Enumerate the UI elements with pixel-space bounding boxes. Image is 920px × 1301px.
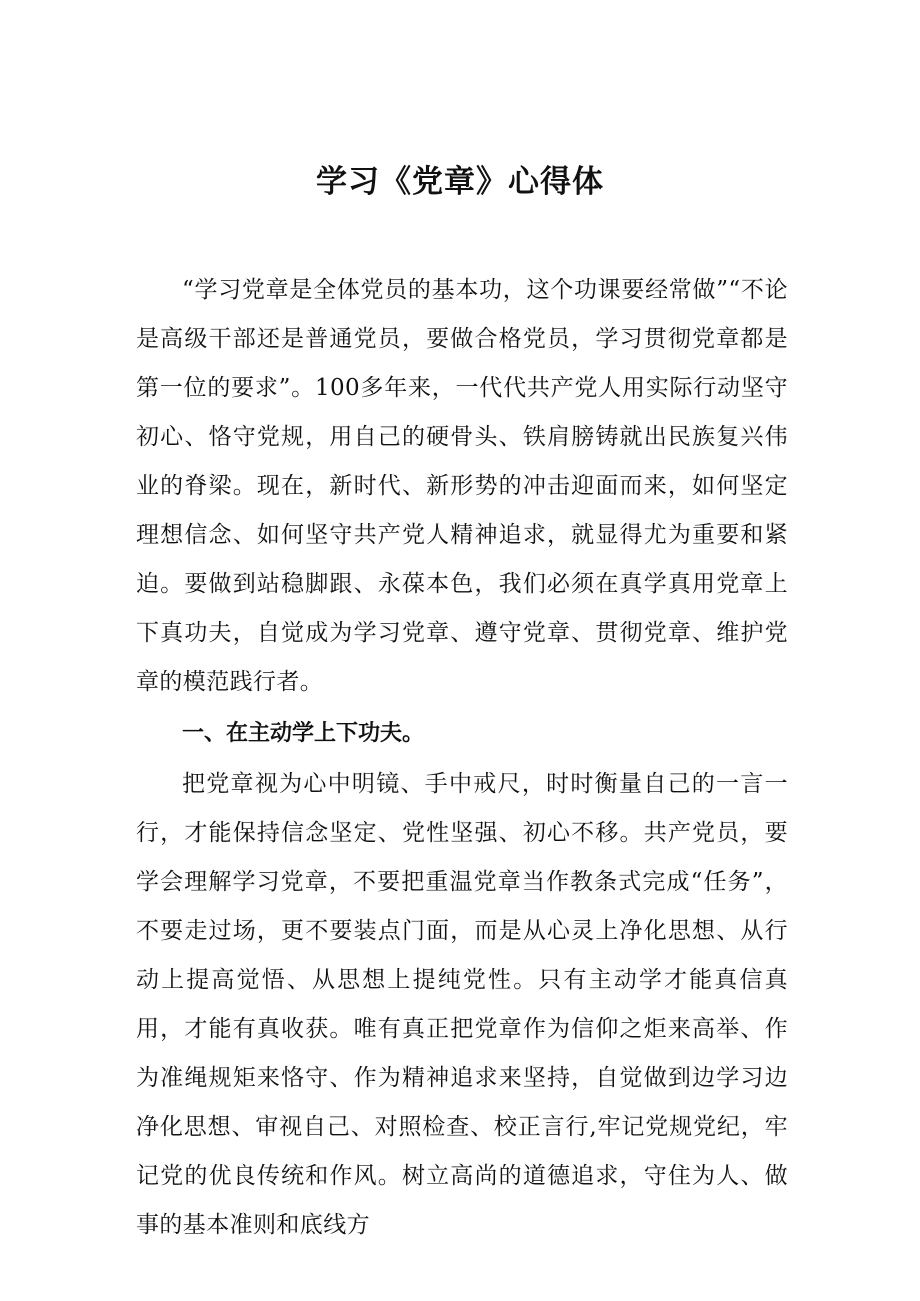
section-1-paragraph: 把党章视为心中明镜、手中戒尺，时时衡量自己的一言一行，才能保持信念坚定、党性坚强、初心不移。共产党员，要学会理解学习党章，不要把重温党章当作教条式完成“任务”，不要走过场，更不要装点门面，而是从心灵上净化思想、从行动上提高觉悟、从思想上提纯党性。只有主动学才能真信真用，才能有真收获。唯有真正把党章作为信仰之炬来高举、作为准绳规矩来恪守、作为精神追求来坚持，自觉做到边学习边净化思想、审视自己、对照检查、校正言行,牢记党规党纪，牢记党的优良传统和作风。树立高尚的道德追求，守住为人、做事的基本准则和底线方 — [136, 771, 788, 1238]
intro-paragraph: “学习党章是全体党员的基本功，这个功课要经常做”“不论是高级干部还是普通党员，要做合格党员，学习贯彻党章都是第一位的要求”。100多年来，一代代共产党人用实际行动坚守初心、恪守党规，用自己的硬骨头、铁肩膀铸就出民族复兴伟业的脊梁。现在，新时代、新形势的冲击迎面而来，如何坚定理想信念、如何坚守共产党人精神追求，就显得尤为重要和紧迫。要做到站稳脚跟、永葆本色，我们必须在真学真用党章上下真功夫，自觉成为学习党章、遵守党章、贯彻党章、维护党章的模范践行者。 — [136, 277, 788, 695]
document-body — [136, 266, 788, 1250]
document-title: 学习《党章》心得体 — [316, 164, 604, 200]
section-1-heading: 一、在主动学上下功夫。 — [182, 721, 425, 746]
